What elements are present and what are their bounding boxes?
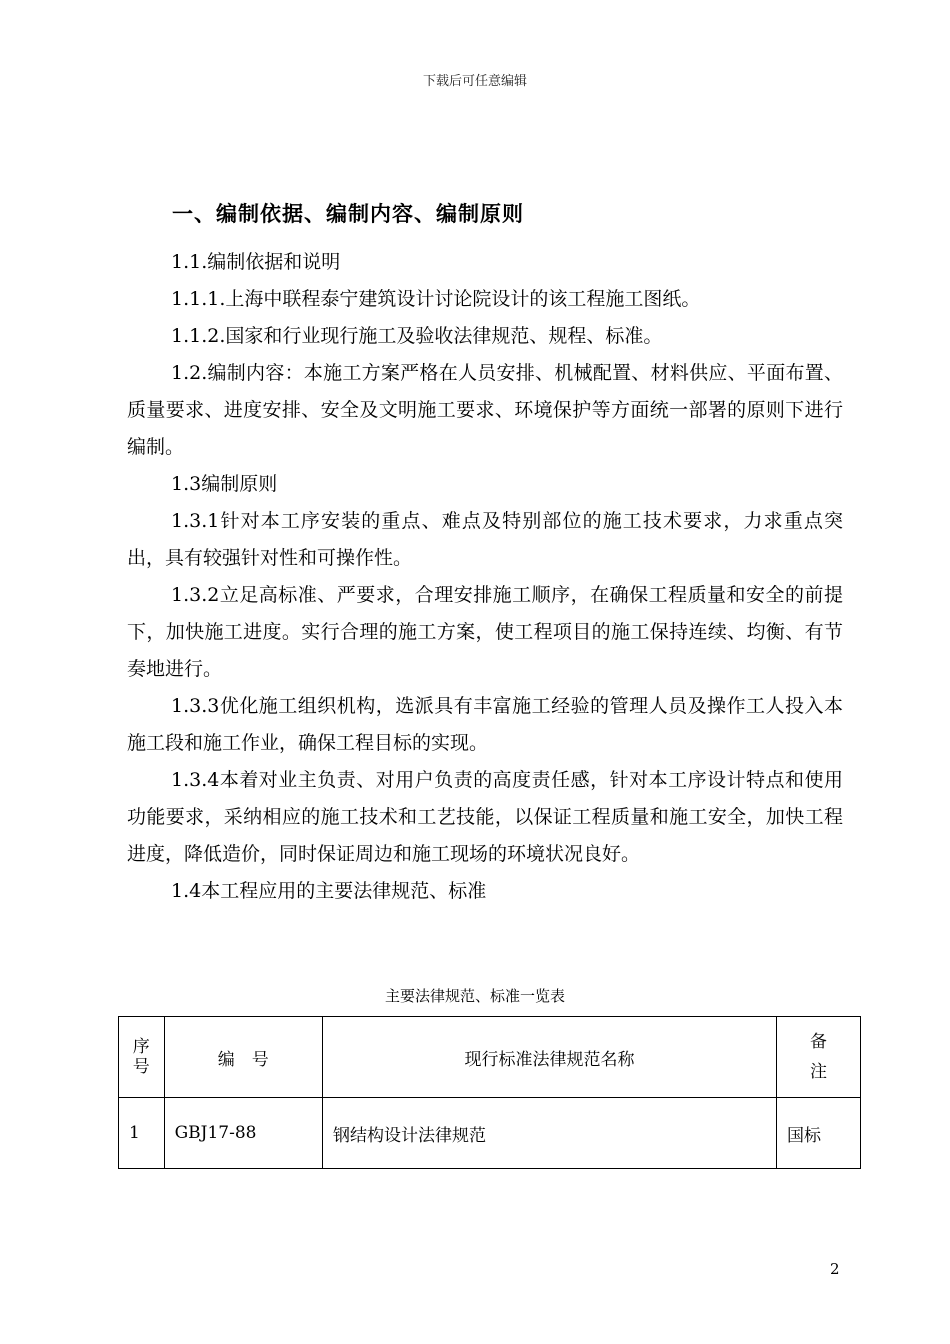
paragraph-1-1: 1.1.编制依据和说明 [171, 251, 341, 273]
header-note-line1: 备 [810, 1032, 827, 1052]
paragraph-1-1-1: 1.1.1.上海中联程泰宁建筑设计讨论院设计的该工程施工图纸。 [171, 288, 701, 310]
paragraph-1-1-2: 1.1.2.国家和行业现行施工及验收法律规范、规程、标准。 [171, 325, 663, 347]
row-no: 1 [119, 1098, 165, 1169]
row-code: GBJ17-88 [164, 1098, 322, 1169]
paragraph-1-3-4: 1.3.4本着对业主负责、对用户负责的高度责任感，针对本工序设计特点和使用功能要求，采纳相应的施工技术和工艺技能，以保证工程质量和施工安全，加快工程进度，降低造价，同时保证周边和施工现场的环境状况良好。 [127, 769, 843, 865]
standards-table [118, 1016, 861, 1169]
section-title: 一、编制依据、编制内容、编制原则 [172, 202, 524, 226]
page-header-note: 下载后可任意编辑 [422, 74, 527, 89]
header-note [777, 1017, 861, 1098]
table-caption: 主要法律规范、标准一览表 [384, 987, 565, 1005]
header-no-line2: 号 [132, 1057, 150, 1077]
header-no [119, 1017, 165, 1098]
table-header-row [119, 1017, 861, 1098]
paragraph-1-3-3: 1.3.3优化施工组织机构，选派具有丰富施工经验的管理人员及操作工人投入本施工段和施工作业，确保工程目标的实现。 [127, 695, 843, 754]
header-note-line2: 注 [810, 1062, 827, 1082]
row-note: 国标 [777, 1098, 861, 1169]
paragraph-1-3: 1.3编制原则 [171, 473, 278, 495]
paragraph-1-3-2: 1.3.2立足高标准、严要求，合理安排施工顺序，在确保工程质量和安全的前提下，加快施工进度。实行合理的施工方案，使工程项目的施工保持连续、均衡、有节奏地进行。 [127, 584, 843, 680]
header-code: 编 号 [164, 1017, 322, 1098]
header-no-line1: 序 [132, 1037, 150, 1057]
paragraph-1-3-1: 1.3.1针对本工序安装的重点、难点及特别部位的施工技术要求，力求重点突出，具有较强针对性和可操作性。 [127, 510, 843, 569]
row-name: 钢结构设计法律规范 [322, 1098, 776, 1169]
paragraph-1-4: 1.4本工程应用的主要法律规范、标准 [171, 880, 487, 902]
page-number: 2 [830, 1260, 840, 1278]
table-row [119, 1098, 861, 1169]
body-text-block [127, 244, 843, 910]
header-name: 现行标准法律规范名称 [322, 1017, 776, 1098]
paragraph-1-2: 1.2.编制内容：本施工方案严格在人员安排、机械配置、材料供应、平面布置、质量要求、进度安排、安全及文明施工要求、环境保护等方面统一部署的原则下进行编制。 [127, 362, 843, 458]
